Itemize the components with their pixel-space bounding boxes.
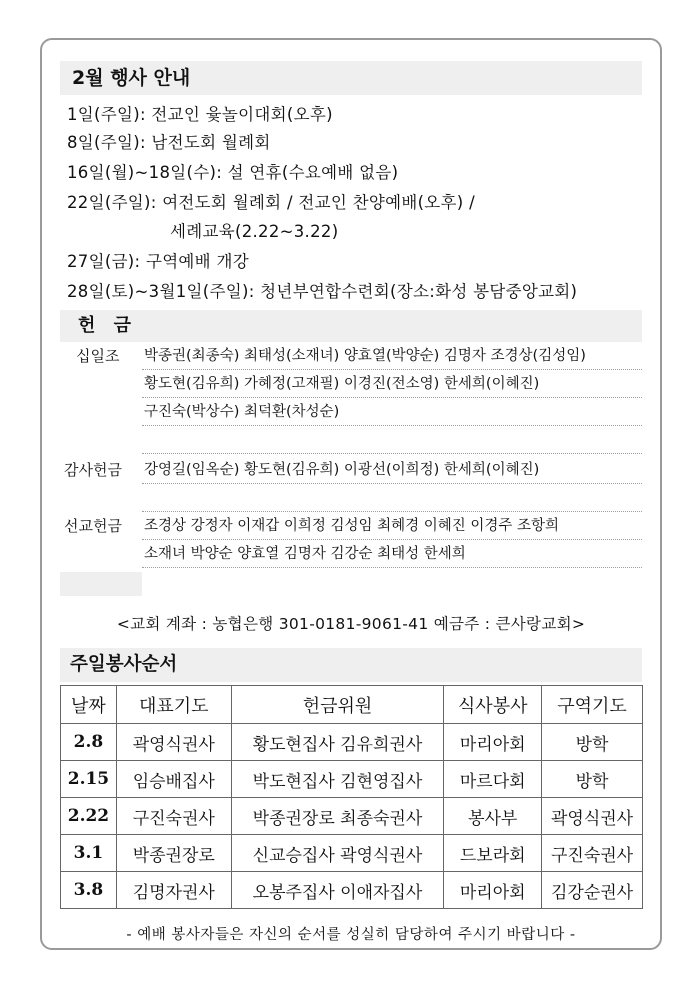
cell-date: 2.8 — [61, 724, 117, 761]
cell-offering: 황도현집사 김유희권사 — [231, 724, 444, 761]
offering-label-tithe: 십일조 — [76, 347, 120, 365]
offering-title: 헌 금 — [60, 310, 642, 342]
offering-label-mission: 선교헌금 — [64, 517, 122, 535]
cell-date: 3.1 — [61, 835, 117, 872]
cell-prayer: 박종권장로 — [116, 835, 231, 872]
cell-prayer: 임승배집사 — [116, 761, 231, 798]
cell-district: 구진숙권사 — [542, 835, 643, 872]
offering-line: 구진숙(박상수) 최덕환(차성순) — [142, 398, 642, 426]
cell-meal: 마리아회 — [444, 872, 542, 909]
offering-line: 소재녀 박양순 양효열 김명자 김강순 최태성 한세희 — [142, 540, 642, 568]
table-row — [61, 798, 643, 835]
cell-prayer: 구진숙권사 — [116, 798, 231, 835]
footnote: - 예배 봉사자들은 자신의 순서를 성실히 담당하여 주시기 바랍니다 - — [126, 927, 576, 943]
offering-blank-cell — [60, 572, 142, 596]
offering-line: 황도현(김유희) 가혜정(고재필) 이경진(전소영) 한세희(이혜진) — [142, 370, 642, 398]
event-item: 28일(토)~3월1일(주일): 청년부연합수련회(장소:화성 봉담중앙교회) — [67, 282, 578, 301]
duty-header-row — [61, 686, 643, 724]
offering-line: 조경상 강정자 이재갑 이희정 김성임 최혜경 이혜진 이경주 조항희 — [142, 512, 642, 540]
cell-meal: 봉사부 — [444, 798, 542, 835]
offering-label-thanks: 감사헌금 — [64, 461, 122, 479]
cell-date: 3.8 — [61, 872, 117, 909]
table-row — [61, 761, 643, 798]
header-district-prayer: 구역기도 — [542, 686, 643, 724]
event-item: 27일(금): 구역예배 개강 — [67, 252, 249, 271]
cell-prayer: 김명자권사 — [116, 872, 231, 909]
cell-district: 곽영식권사 — [542, 798, 643, 835]
offering-line — [142, 484, 642, 512]
cell-date: 2.15 — [61, 761, 117, 798]
table-row — [61, 872, 643, 909]
event-item: 16일(월)~18일(수): 설 연휴(수요예배 없음) — [67, 163, 399, 182]
cell-offering: 오봉주집사 이애자집사 — [231, 872, 444, 909]
cell-meal: 마르다회 — [444, 761, 542, 798]
cell-prayer: 곽영식권사 — [116, 724, 231, 761]
offering-line: 강영길(임옥순) 황도현(김유희) 이광선(이희정) 한세희(이혜진) — [142, 456, 642, 484]
duty-title: 주일봉사순서 — [60, 648, 642, 682]
cell-district: 방학 — [542, 724, 643, 761]
cell-date: 2.22 — [61, 798, 117, 835]
cell-district: 김강순권사 — [542, 872, 643, 909]
cell-offering: 박종권장로 최종숙권사 — [231, 798, 444, 835]
cell-district: 방학 — [542, 761, 643, 798]
event-item: 1일(주일): 전교인 윷놀이대회(오후) — [67, 105, 333, 124]
event-item: 22일(주일): 여전도회 월례회 / 전교인 찬양예배(오후) / — [67, 193, 475, 212]
event-item: 8일(주일): 남전도회 월례회 — [67, 133, 271, 152]
cell-meal: 드보라회 — [444, 835, 542, 872]
header-prayer: 대표기도 — [116, 686, 231, 724]
events-title: 2월 행사 안내 — [60, 61, 642, 95]
cell-offering: 신교승집사 곽영식권사 — [231, 835, 444, 872]
table-row — [61, 835, 643, 872]
offering-line: 박종권(최종숙) 최태성(소재녀) 양효열(박양순) 김명자 조경상(김성임) — [142, 342, 642, 370]
header-offering-committee: 헌금위원 — [231, 686, 444, 724]
cell-offering: 박도현집사 김현영집사 — [231, 761, 444, 798]
event-item: 세례교육(2.22~3.22) — [170, 222, 339, 241]
table-row — [61, 724, 643, 761]
account-info: <교회 계좌 : 농협은행 301-0181-9061-41 예금주 : 큰사랑교회> — [116, 615, 586, 633]
cell-meal: 마리아회 — [444, 724, 542, 761]
offering-line — [142, 426, 642, 454]
duty-table — [60, 685, 643, 909]
header-date: 날짜 — [61, 686, 117, 724]
header-meal-service: 식사봉사 — [444, 686, 542, 724]
